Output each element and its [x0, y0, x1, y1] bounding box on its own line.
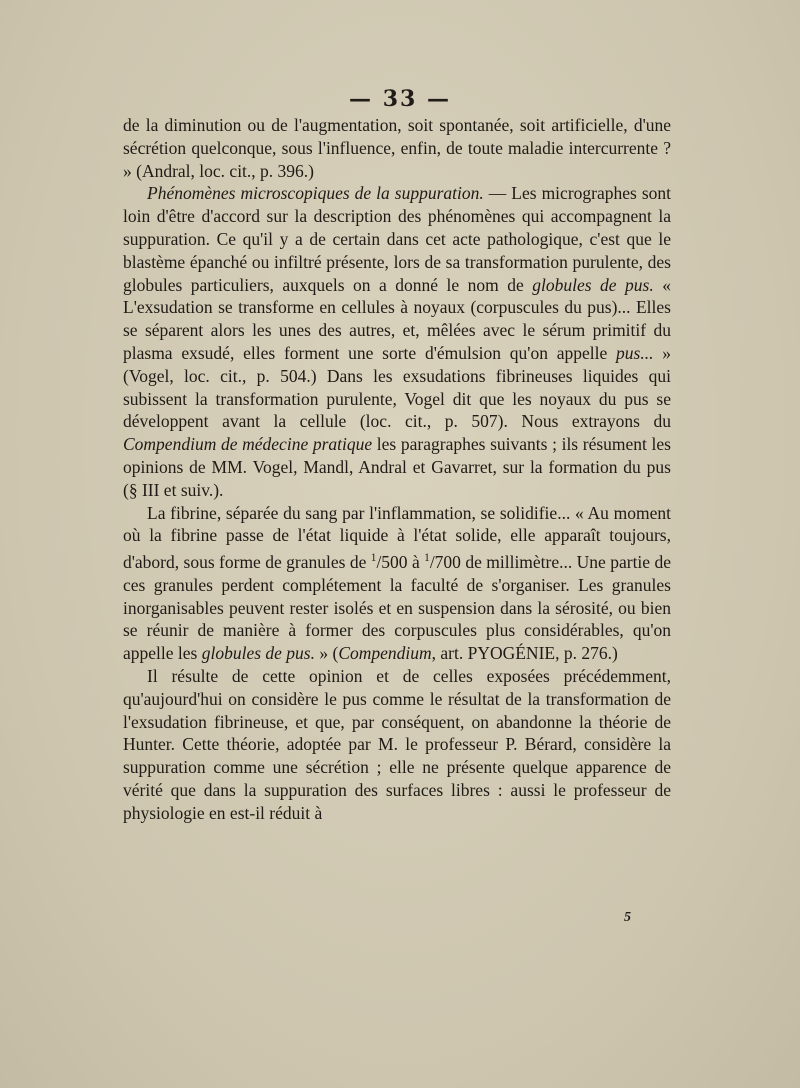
paragraph-4 — [123, 665, 671, 825]
text-run: Il résulte de cette opinion et de celles exposées précédemment, qu'aujourd'hui on considère le pus comme le résultat de la transformation de l'exsudation fibrineuse, et que, par conséquent, on abandonne la théorie de Hunter. Cette théorie, adoptée par M. le professeur P. Bérard, considère la suppuration comme une sécrétion ; elle ne présente quelque apparence de vérité que dans la suppuration des surfaces libres : aussi le professeur de physiologie en est-il réduit à — [123, 665, 671, 823]
text-run: les paragraphes suivants ; ils résument les opinions de MM. Vogel, Mandl, Andral et Gavarret, sur la formation du pus (§ III et suiv.). — [123, 434, 671, 500]
text-run: » (Vogel, loc. cit., p. 504.) Dans les exsudations fibrineuses liquides qui subissent la transformation purulente, Vogel dit que les noyaux du pus se développent avant la cellule (loc. cit., p. 507). Nous extrayons du — [123, 342, 671, 432]
italic-run: globules de pus. — [201, 643, 315, 664]
text-run: , art. PYOGÉNIE, p. 276.) — [431, 643, 618, 664]
paragraph-3 — [123, 502, 671, 665]
page-number: — 33 — — [349, 86, 451, 112]
italic-run: Phénomènes microscopiques de la suppuration. — [147, 183, 484, 204]
italic-run: Compendium — [338, 643, 432, 664]
text-run: « L'exsudation se transforme en cellules à noyaux (corpuscules du pus)... Elles se séparent alors les unes des autres, et, mêlées avec le sérum primitif du plasma exsudé, elles forment une sorte d'émulsion qu'on appelle — [123, 274, 671, 363]
fraction-numerator: 1 — [370, 552, 377, 565]
italic-run: pus... — [616, 342, 654, 363]
italic-run: globules de pus. — [532, 274, 654, 295]
paragraph-2 — [123, 182, 671, 501]
italic-run: Compendium de médecine pratique — [123, 434, 373, 455]
fraction-numerator: 1 — [424, 552, 430, 565]
text-run: — Les micrographes sont loin d'être d'accord sur la description des phénomènes qui accompagnent la suppuration. Ce qu'il y a de certain dans cet acte pathologique, c'est que le blastème épanché ou infiltré présente, lors de sa transformation purulente, des globules particuliers, auxquels on a donné le nom de — [123, 183, 671, 295]
text-run: /700 de millimètre... Une partie de ces granules perdent complétement la faculté de s'organiser. Les granules inorganisables peuvent rester isolés et en suspension dans la sérosité, ou bien se réunir de manière à former des corpuscules plus considérables, qu'on appelle les — [123, 551, 671, 664]
body-text — [123, 114, 671, 825]
text-run: /500 à — [376, 551, 425, 572]
text-run: de la diminution ou de l'augmentation, soit spontanée, soit artificielle, d'une sécrétion quelconque, sous l'influence, enfin, de toute maladie intercurrente ? » (Andral, loc. cit., p. 396.) — [123, 115, 671, 181]
signature-mark: 5 — [624, 910, 631, 925]
text-run: La fibrine, séparée du sang par l'inflammation, se solidifie... « Au moment où la fibrine passe de l'état liquide à l'état solide, elle apparaît toujours, d'abord, sous forme de granules de — [123, 502, 671, 572]
text-run: » ( — [314, 643, 339, 664]
paragraph-1 — [123, 114, 671, 182]
